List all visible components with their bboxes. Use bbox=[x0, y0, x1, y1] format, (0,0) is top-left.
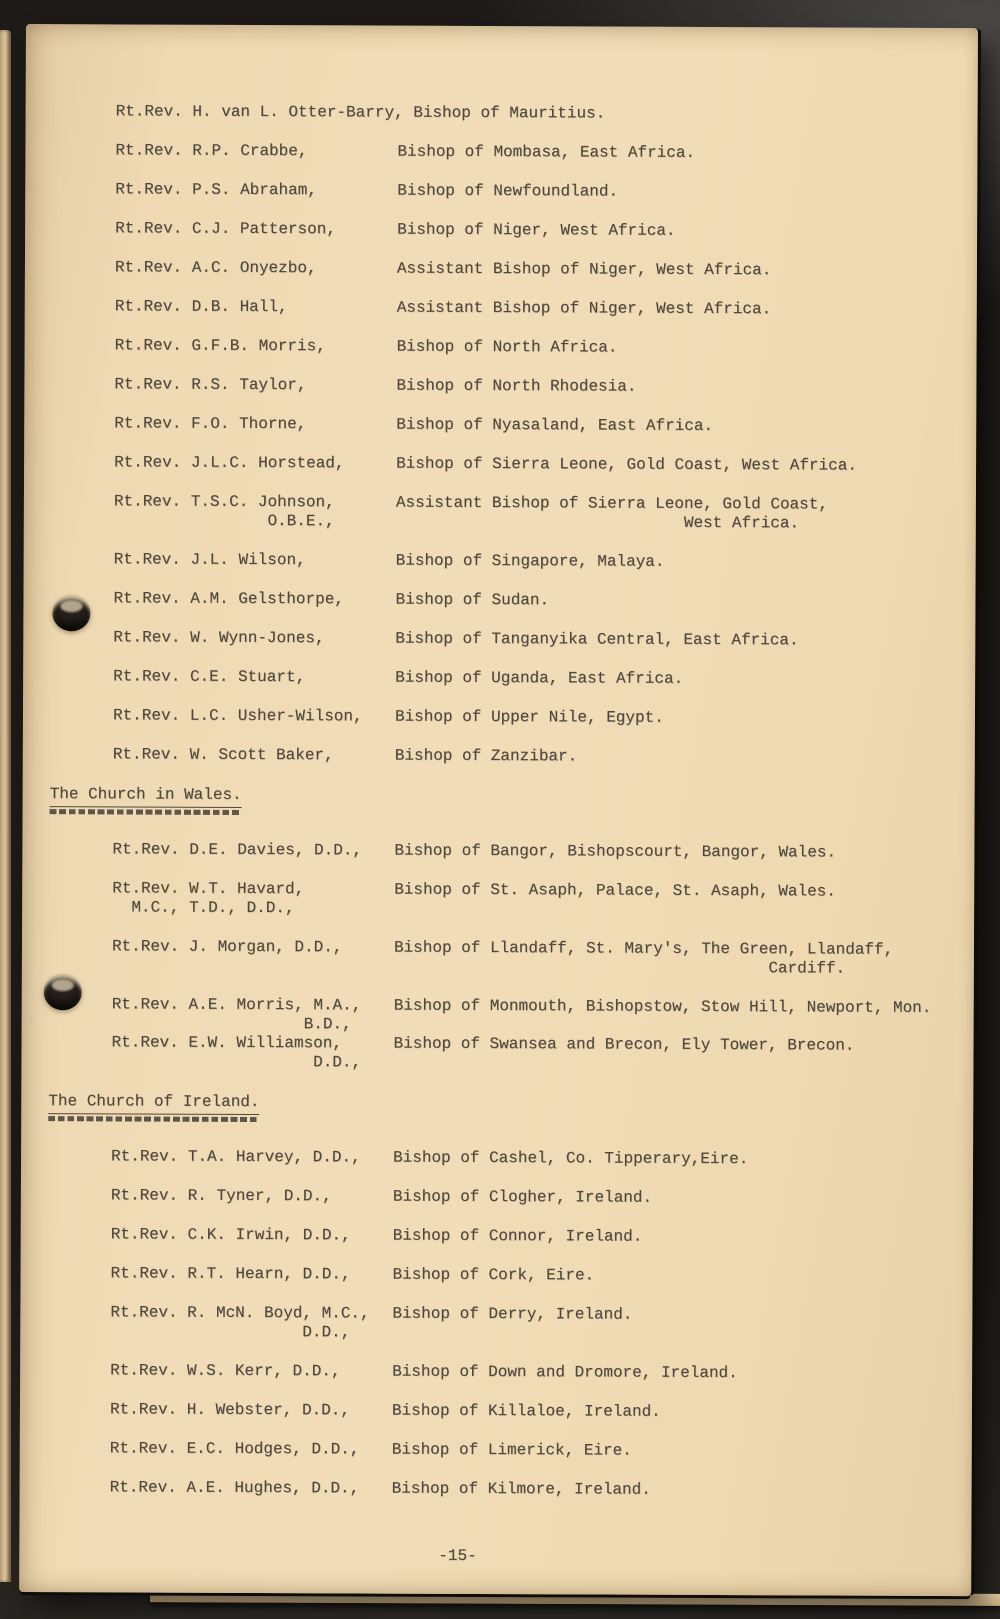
entry-post: Bishop of Down and Dromore, Ireland. bbox=[392, 1362, 738, 1383]
entry-post: Assistant Bishop of Niger, West Africa. bbox=[396, 259, 772, 280]
entry-post: Bishop of Limerick, Eire. bbox=[391, 1440, 632, 1460]
page-number: -15- bbox=[438, 1546, 477, 1565]
entry-row bbox=[113, 706, 949, 729]
entry-post: Bishop of Swansea and Brecon, Ely Tower, Brecon. bbox=[393, 1034, 855, 1055]
entry-name: Rt.Rev. C.K. Irwin, D.D., bbox=[110, 1225, 351, 1245]
entry-row bbox=[112, 879, 948, 921]
entry-post: Bishop of Uganda, East Africa. bbox=[395, 668, 684, 688]
entry-post: Bishop of Monmouth, Bishopstow, Stow Hill, Newport, Mon. bbox=[393, 996, 932, 1017]
entry-post: Bishop of Zanzibar. bbox=[394, 746, 578, 766]
entry-row bbox=[113, 628, 949, 651]
entry-row bbox=[114, 550, 950, 573]
entry-row bbox=[110, 1400, 946, 1423]
entry-post: Bishop of Upper Nile, Egypt. bbox=[394, 707, 664, 727]
entry-name: Rt.Rev. A.E. Hughes, D.D., bbox=[109, 1478, 360, 1498]
entry-name: Rt.Rev. L.C. Usher-Wilson, bbox=[112, 706, 363, 726]
entry-name: Rt.Rev. J.L. Wilson, bbox=[113, 550, 306, 570]
entry-row bbox=[111, 1033, 947, 1075]
entry-name: Rt.Rev. A.M. Gelsthorpe, bbox=[113, 589, 344, 609]
entry-name: Rt.Rev. A.C. Onyezbo, bbox=[114, 258, 317, 278]
entry-row bbox=[115, 297, 951, 320]
entry-name: Rt.Rev. R. Tyner, D.D., bbox=[110, 1186, 332, 1206]
entry-name: Rt.Rev. F.O. Thorne, bbox=[114, 414, 307, 434]
entry-post: Bishop of St. Asaph, Palace, St. Asaph, Wales. bbox=[394, 880, 836, 901]
entry-row bbox=[110, 1478, 946, 1501]
entry-row bbox=[110, 1303, 946, 1345]
entry-post: Assistant Bishop of Niger, West Africa. bbox=[396, 298, 772, 319]
entry-row bbox=[113, 589, 949, 612]
entry-row bbox=[114, 453, 950, 476]
entry-row bbox=[111, 1264, 947, 1287]
entry-row bbox=[112, 995, 948, 1037]
typed-text-area bbox=[46, 102, 951, 1568]
entry-name: Rt.Rev. R. McN. Boyd, M.C., D.D., bbox=[110, 1303, 370, 1342]
entry-post: Bishop of Singapore, Malaya. bbox=[395, 551, 665, 571]
entry-name: Rt.Rev. R.S. Taylor, bbox=[114, 375, 307, 395]
entry-row bbox=[113, 745, 949, 768]
entry-name: Rt.Rev. T.A. Harvey, D.D., bbox=[111, 1147, 361, 1167]
entry-row bbox=[110, 1439, 946, 1462]
entry-post: Bishop of Llandaff, St. Mary's, The Green, Llandaff, Cardiff. bbox=[393, 938, 894, 978]
entry-name: Rt.Rev. A.E. Morris, M.A., B.D., bbox=[111, 995, 362, 1034]
entry-name: Rt.Rev. D.B. Hall, bbox=[114, 297, 288, 317]
entry-name: Rt.Rev. J.L.C. Horstead, bbox=[114, 453, 345, 473]
entry-row bbox=[111, 1186, 947, 1209]
section-heading bbox=[50, 785, 242, 815]
entry-post: Bishop of Cork, Eire. bbox=[392, 1265, 595, 1285]
entry-row bbox=[111, 1147, 947, 1170]
entry-post: Bishop of Kilmore, Ireland. bbox=[391, 1479, 651, 1499]
entry-name: Rt.Rev. T.S.C. Johnson, O.B.E., bbox=[113, 492, 335, 531]
heading-underline-dashes bbox=[48, 1116, 259, 1122]
entry-row bbox=[115, 258, 951, 281]
entry-row bbox=[114, 492, 950, 534]
entry-post: Bishop of Mombasa, East Africa. bbox=[397, 142, 696, 162]
entry-post: Bishop of Connor, Ireland. bbox=[392, 1226, 643, 1246]
entry-name: Rt.Rev. W.T. Havard, M.C., T.D., D.D., bbox=[112, 879, 305, 918]
entry-post: Bishop of North Africa. bbox=[396, 337, 618, 357]
entry-row bbox=[112, 840, 948, 863]
entry-post: Bishop of Derry, Ireland. bbox=[392, 1304, 633, 1324]
entry-post: Bishop of Bangor, Bishopscourt, Bangor, Wales. bbox=[394, 841, 837, 862]
entry-row bbox=[110, 1361, 946, 1384]
entry-name: Rt.Rev. R.P. Crabbe, bbox=[115, 141, 308, 161]
entry-row bbox=[114, 414, 950, 437]
entry-post: Bishop of Clogher, Ireland. bbox=[392, 1187, 653, 1207]
intro-line: Rt.Rev. H. van L. Otter-Barry, Bishop of Mauritius. bbox=[115, 102, 606, 123]
entry-post: Bishop of Sudan. bbox=[395, 590, 550, 610]
entry-post: Bishop of North Rhodesia. bbox=[396, 376, 637, 396]
entry-name: Rt.Rev. J. Morgan, D.D., bbox=[111, 937, 343, 957]
entry-row bbox=[115, 219, 951, 242]
entry-name: Rt.Rev. W.S. Kerr, D.D., bbox=[110, 1361, 341, 1381]
page-beneath-left-edge bbox=[0, 30, 11, 1582]
entry-name: Rt.Rev. W. Scott Baker, bbox=[112, 745, 334, 765]
entry-row bbox=[115, 180, 951, 203]
entry-post: Bishop of Nyasaland, East Africa. bbox=[396, 415, 714, 436]
entry-name: Rt.Rev. W. Wynn-Jones, bbox=[113, 628, 325, 648]
section-heading bbox=[48, 1092, 259, 1122]
entry-name: Rt.Rev. C.E. Stuart, bbox=[113, 667, 306, 687]
entry-post: Bishop of Niger, West Africa. bbox=[397, 220, 676, 240]
section-heading-text: The Church in Wales. bbox=[50, 785, 242, 808]
entry-name: Rt.Rev. E.C. Hodges, D.D., bbox=[109, 1439, 360, 1459]
document-page bbox=[19, 24, 978, 1596]
section-heading-text: The Church of Ireland. bbox=[48, 1092, 259, 1115]
entry-row bbox=[113, 667, 949, 690]
entry-row bbox=[115, 336, 951, 359]
entry-row bbox=[115, 141, 951, 164]
entry-row bbox=[114, 375, 950, 398]
entry-post: Bishop of Sierra Leone, Gold Coast, West Africa. bbox=[396, 454, 857, 475]
entry-post: Bishop of Cashel, Co. Tipperary,Eire. bbox=[393, 1148, 749, 1169]
entry-post: Bishop of Newfoundland. bbox=[397, 181, 619, 201]
entry-row bbox=[112, 937, 948, 979]
entry-name: Rt.Rev. D.E. Davies, D.D., bbox=[112, 840, 363, 860]
entry-name: Rt.Rev. E.W. Williamson, D.D., bbox=[111, 1033, 362, 1072]
entry-name: Rt.Rev. G.F.B. Morris, bbox=[114, 336, 326, 356]
entry-row bbox=[111, 1225, 947, 1248]
entry-post: Assistant Bishop of Sierra Leone, Gold Coast, West Africa. bbox=[395, 493, 829, 533]
entry-post: Bishop of Killaloe, Ireland. bbox=[391, 1401, 661, 1421]
entry-name: Rt.Rev. H. Webster, D.D., bbox=[109, 1400, 351, 1420]
entry-name: Rt.Rev. C.J. Patterson, bbox=[115, 219, 336, 239]
entry-name: Rt.Rev. R.T. Hearn, D.D., bbox=[110, 1264, 351, 1284]
heading-underline-dashes bbox=[50, 809, 242, 815]
entry-post: Bishop of Tanganyika Central, East Africa. bbox=[395, 629, 799, 650]
entry-name: Rt.Rev. P.S. Abraham, bbox=[115, 180, 317, 200]
